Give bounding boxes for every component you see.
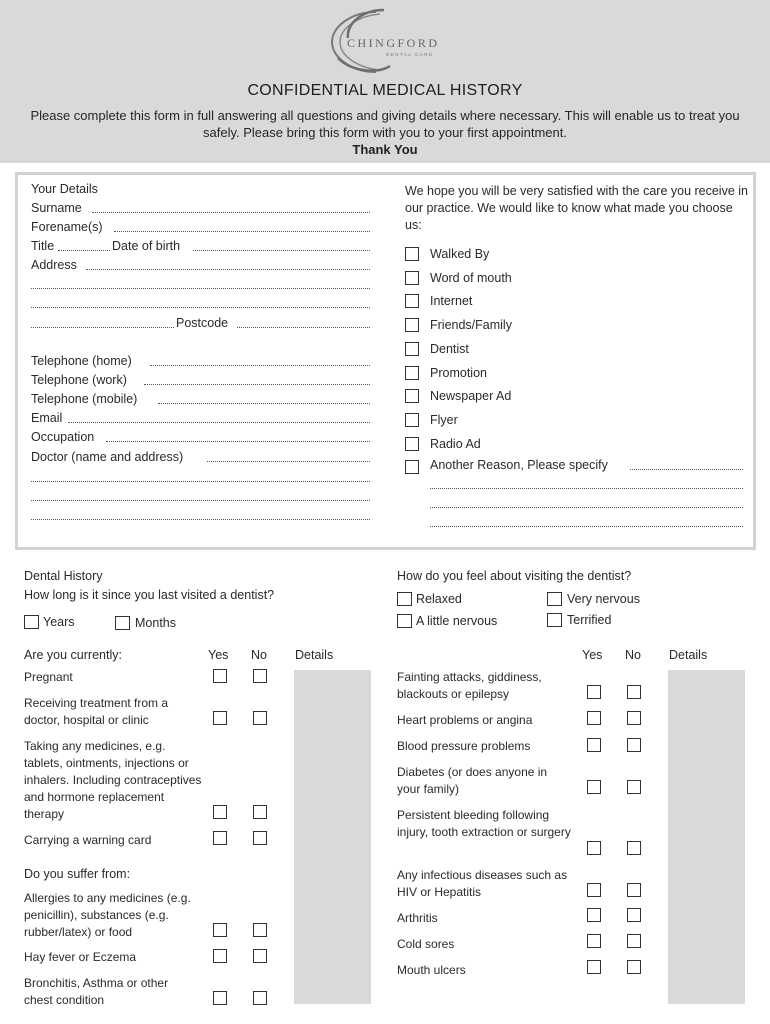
yes-header-right: Yes [582, 648, 603, 662]
postcode-label: Postcode [176, 316, 229, 330]
tel-work-label: Telephone (work) [31, 373, 127, 387]
allergies-label: Allergies to any medicines (e.g. penicillin), substances (e.g. rubber/latex) or food [24, 891, 191, 939]
walked-by-label: Walked By [430, 247, 490, 261]
infectious-label: Any infectious diseases such as HIV or Hepatitis [397, 868, 568, 899]
dob-label: Date of birth [112, 239, 181, 253]
tel-mobile-label: Telephone (mobile) [31, 392, 138, 406]
infectious-no-checkbox[interactable] [627, 883, 641, 897]
another-reason-field-2[interactable] [430, 488, 743, 489]
blood-pressure-label: Blood pressure problems [397, 739, 531, 753]
fainting-yes-checkbox[interactable] [587, 685, 601, 699]
months-checkbox[interactable] [115, 616, 130, 630]
address-label: Address [31, 258, 77, 272]
fainting-label: Fainting attacks, giddiness, blackouts or epilepsy [397, 670, 542, 701]
address-field-2[interactable] [31, 288, 370, 289]
mouth-ulcers-no-checkbox[interactable] [627, 960, 641, 974]
details-header-right: Details [669, 648, 708, 662]
doctor-field-1[interactable] [207, 461, 370, 462]
years-label: Years [43, 615, 75, 629]
mouth-ulcers-label: Mouth ulcers [397, 963, 466, 977]
last-visit-question: How long is it since you last visited a dentist? [24, 588, 275, 602]
cold-sores-no-checkbox[interactable] [627, 934, 641, 948]
logo-subtitle: DENTAL CARE [386, 52, 434, 57]
bleeding-no-checkbox[interactable] [627, 841, 641, 855]
logo-name: CHINGFORD [347, 36, 440, 50]
infectious-yes-checkbox[interactable] [587, 883, 601, 897]
arthritis-no-checkbox[interactable] [627, 908, 641, 922]
warning-card-yes-checkbox[interactable] [213, 831, 227, 845]
medicines-label: Taking any medicines, e.g. tablets, ointments, injections or inhalers. Including contraceptives and hormone replacement therapy [24, 739, 202, 821]
intro-text: Please complete this form in full answering all questions and giving details where necessary. This will enable us to treat you safely. Please bring this form with you to your first appointment. [30, 108, 740, 140]
radio-ad-label: Radio Ad [430, 437, 481, 451]
internet-checkbox[interactable] [405, 294, 419, 308]
another-reason-field-1[interactable] [630, 469, 743, 470]
surname-field[interactable] [92, 212, 370, 213]
no-header-left: No [251, 648, 267, 662]
another-reason-checkbox[interactable] [405, 460, 419, 474]
blood-pressure-yes-checkbox[interactable] [587, 738, 601, 752]
flyer-label: Flyer [430, 413, 458, 427]
years-checkbox[interactable] [24, 615, 39, 629]
details-column-right[interactable] [668, 670, 745, 1004]
details-column-left[interactable] [294, 670, 371, 1004]
allergies-yes-checkbox[interactable] [213, 923, 227, 937]
terrified-label: Terrified [567, 613, 612, 627]
word-of-mouth-checkbox[interactable] [405, 271, 419, 285]
relaxed-checkbox[interactable] [397, 592, 412, 606]
are-you-currently-heading: Are you currently: [24, 648, 122, 662]
occupation-field[interactable] [106, 441, 370, 442]
months-label: Months [135, 616, 176, 630]
diabetes-no-checkbox[interactable] [627, 780, 641, 794]
bleeding-label: Persistent bleeding following injury, tooth extraction or surgery [397, 808, 571, 839]
occupation-label: Occupation [31, 430, 95, 444]
title-field[interactable] [58, 250, 110, 251]
flyer-checkbox[interactable] [405, 413, 419, 427]
surname-label: Surname [31, 201, 82, 215]
bronchitis-yes-checkbox[interactable] [213, 991, 227, 1005]
feel-question: How do you feel about visiting the dentist? [397, 569, 632, 583]
thank-you-text: Thank You [352, 142, 418, 157]
friends-family-checkbox[interactable] [405, 318, 419, 332]
word-of-mouth-label: Word of mouth [430, 271, 512, 285]
hay-fever-no-checkbox[interactable] [253, 949, 267, 963]
pregnant-yes-checkbox[interactable] [213, 669, 227, 683]
doctor-field-2[interactable] [31, 481, 370, 482]
walked-by-checkbox[interactable] [405, 247, 419, 261]
warning-card-no-checkbox[interactable] [253, 831, 267, 845]
dentist-label: Dentist [430, 342, 469, 356]
doctor-field-3[interactable] [31, 500, 370, 501]
little-nervous-checkbox[interactable] [397, 614, 412, 628]
newspaper-ad-label: Newspaper Ad [430, 389, 512, 403]
hay-fever-yes-checkbox[interactable] [213, 949, 227, 963]
treatment-yes-checkbox[interactable] [213, 711, 227, 725]
medicines-no-checkbox[interactable] [253, 805, 267, 819]
tel-mobile-field[interactable] [158, 403, 370, 404]
postcode-field[interactable] [237, 327, 370, 328]
hay-fever-label: Hay fever or Eczema [24, 950, 137, 964]
blood-pressure-no-checkbox[interactable] [627, 738, 641, 752]
another-reason-label: Another Reason, Please specify [430, 458, 608, 472]
allergies-no-checkbox[interactable] [253, 923, 267, 937]
medicines-yes-checkbox[interactable] [213, 805, 227, 819]
heart-no-checkbox[interactable] [627, 711, 641, 725]
friends-family-label: Friends/Family [430, 318, 512, 332]
another-reason-field-4[interactable] [430, 526, 743, 527]
bronchitis-no-checkbox[interactable] [253, 991, 267, 1005]
pregnant-label: Pregnant [24, 670, 73, 684]
cold-sores-yes-checkbox[interactable] [587, 934, 601, 948]
doctor-field-4[interactable] [31, 519, 370, 520]
little-nervous-label: A little nervous [416, 614, 498, 628]
details-header-left: Details [295, 648, 334, 662]
yes-header-left: Yes [208, 648, 229, 662]
heart-label: Heart problems or angina [397, 713, 533, 727]
very-nervous-checkbox[interactable] [547, 592, 562, 606]
address-field-1[interactable] [86, 269, 370, 270]
newspaper-ad-checkbox[interactable] [405, 389, 419, 403]
fainting-no-checkbox[interactable] [627, 685, 641, 699]
dental-history-heading: Dental History [24, 569, 103, 583]
pregnant-no-checkbox[interactable] [253, 669, 267, 683]
internet-label: Internet [430, 294, 473, 308]
title-label: Title [31, 239, 55, 253]
tel-work-field[interactable] [144, 384, 370, 385]
page-title: CONFIDENTIAL MEDICAL HISTORY [247, 82, 523, 99]
another-reason-field-3[interactable] [430, 507, 743, 508]
suffer-from-heading: Do you suffer from: [24, 867, 131, 881]
terrified-checkbox[interactable] [547, 613, 562, 627]
treatment-no-checkbox[interactable] [253, 711, 267, 725]
doctor-label: Doctor (name and address) [31, 450, 184, 464]
relaxed-label: Relaxed [416, 592, 462, 606]
mouth-ulcers-yes-checkbox[interactable] [587, 960, 601, 974]
form-header [0, 0, 770, 163]
warning-card-label: Carrying a warning card [24, 833, 152, 847]
arthritis-yes-checkbox[interactable] [587, 908, 601, 922]
arthritis-label: Arthritis [397, 911, 438, 925]
address-field-3[interactable] [31, 307, 370, 308]
diabetes-yes-checkbox[interactable] [587, 780, 601, 794]
very-nervous-label: Very nervous [567, 592, 640, 606]
dob-field[interactable] [193, 250, 370, 251]
your-details-heading: Your Details [31, 182, 98, 196]
address-field-4[interactable] [31, 327, 174, 328]
referral-intro: We hope you will be very satisfied with the care you receive in our practice. We would like to know what made you choose us: [405, 184, 748, 232]
receiving-treatment-label: Receiving treatment from a doctor, hospital or clinic [24, 696, 169, 727]
diabetes-label: Diabetes (or does anyone in your family) [397, 765, 548, 796]
bronchitis-label: Bronchitis, Asthma or other chest condition [24, 976, 169, 1007]
no-header-right: No [625, 648, 641, 662]
heart-yes-checkbox[interactable] [587, 711, 601, 725]
cold-sores-label: Cold sores [397, 937, 455, 951]
email-label: Email [31, 411, 63, 425]
bleeding-yes-checkbox[interactable] [587, 841, 601, 855]
tel-home-label: Telephone (home) [31, 354, 132, 368]
tel-home-field[interactable] [150, 365, 370, 366]
promotion-checkbox[interactable] [405, 366, 419, 380]
email-field[interactable] [68, 422, 370, 423]
dentist-checkbox[interactable] [405, 342, 419, 356]
radio-ad-checkbox[interactable] [405, 437, 419, 451]
forenames-label: Forename(s) [31, 220, 103, 234]
forenames-field[interactable] [114, 231, 370, 232]
promotion-label: Promotion [430, 366, 487, 380]
